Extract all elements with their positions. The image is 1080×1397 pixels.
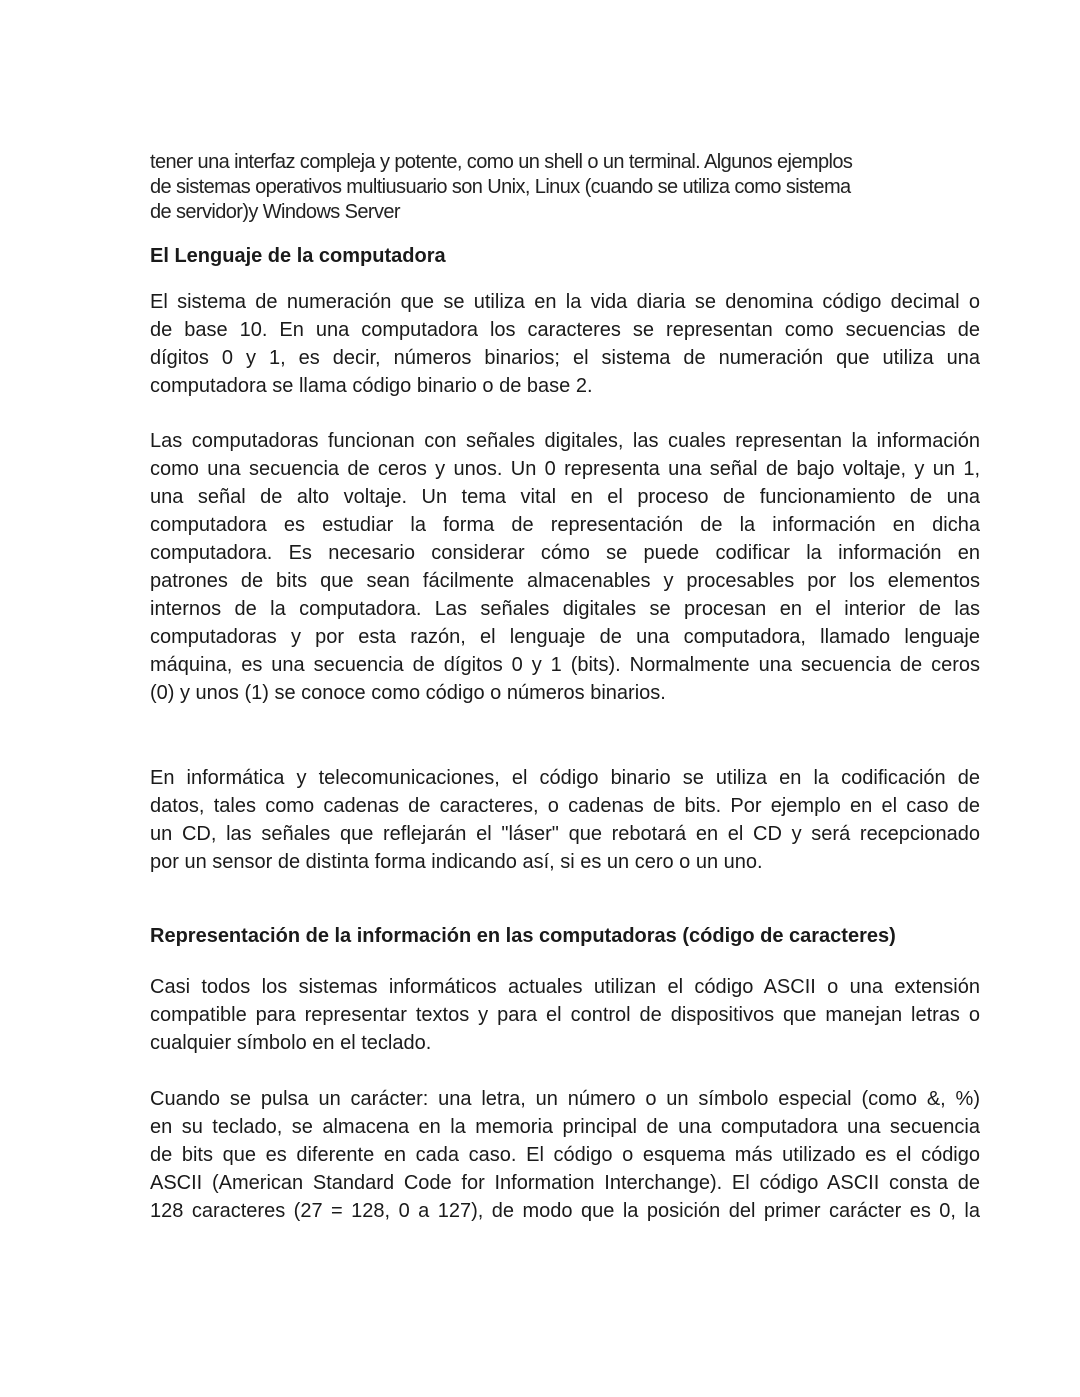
text-line: tener una interfaz compleja y potente, como un shell o un terminal. Algunos ejemplos [150,151,853,173]
text-line: ASCII (American Standard Code for Information Interchange). El código ASCII consta de [150,1172,980,1194]
text-line: computadora es estudiar la forma de representación de la información en dicha [150,514,980,536]
text-line: un CD, las señales que reflejarán el "láser" que rebotará en el CD y será recepcionado [150,823,980,845]
text-line: datos, tales como cadenas de caracteres, o cadenas de bits. Por ejemplo en el caso de [150,795,980,817]
text-line: de base 10. En una computadora los caracteres se representan como secuencias de [150,319,980,341]
text-line: una señal de alto voltaje. Un tema vital en el proceso de funcionamiento de una [150,486,980,508]
text-line: computadoras y por esta razón, el lenguaje de una computadora, llamado lenguaje [150,626,980,648]
text-line: en su teclado, se almacena en la memoria principal de una computadora una secuencia [150,1116,980,1138]
text-line: dígitos 0 y 1, es decir, números binarios; el sistema de numeración que utiliza una [150,347,980,369]
text-line: como una secuencia de ceros y unos. Un 0 representa una señal de bajo voltaje, y un 1, [150,458,980,480]
text-line: computadora se llama código binario o de base 2. [150,375,593,397]
text-line: Las computadoras funcionan con señales digitales, las cuales representan la información [150,430,980,452]
text-line: internos de la computadora. Las señales digitales se procesan en el interior de las [150,598,980,620]
text-line: (0) y unos (1) se conoce como código o números binarios. [150,682,666,704]
paragraph-codigo-binario [150,764,980,876]
heading-representacion-informacion: Representación de la información en las computadoras (código de caracteres) [150,925,896,947]
text-line: compatible para representar textos y para el control de dispositivos que manejan letras o [150,1004,980,1026]
text-line: computadora. Es necesario considerar cómo se puede codificar la información en [150,542,980,564]
heading-lenguaje-computadora: El Lenguaje de la computadora [150,245,446,267]
text-line: El sistema de numeración que se utiliza en la vida diaria se denomina código decimal o [150,291,980,313]
text-line: de servidor)y Windows Server [150,201,400,223]
text-line: de sistemas operativos multiusuario son Unix, Linux (cuando se utiliza como sistema [150,176,851,198]
text-line: Cuando se pulsa un carácter: una letra, un número o un símbolo especial (como &, %) [150,1088,980,1110]
intro-paragraph [150,150,980,225]
text-line: En informática y telecomunicaciones, el código binario se utiliza en la codificación de [150,767,980,789]
text-line: de bits que es diferente en cada caso. El código o esquema más utilizado es el código [150,1144,980,1166]
text-line: cualquier símbolo en el teclado. [150,1032,432,1054]
text-line: por un sensor de distinta forma indicando así, si es un cero o un uno. [150,851,763,873]
paragraph-ascii-intro [150,973,980,1057]
paragraph-numeracion [150,288,980,400]
paragraph-ascii-detalle [150,1085,980,1225]
paragraph-senales-digitales [150,427,980,707]
text-line: patrones de bits que sean fácilmente almacenables y procesables por los elementos [150,570,980,592]
text-line: 128 caracteres (27 = 128, 0 a 127), de modo que la posición del primer carácter es 0, la [150,1200,980,1222]
text-line: máquina, es una secuencia de dígitos 0 y 1 (bits). Normalmente una secuencia de ceros [150,654,980,676]
text-line: Casi todos los sistemas informáticos actuales utilizan el código ASCII o una extensión [150,976,980,998]
